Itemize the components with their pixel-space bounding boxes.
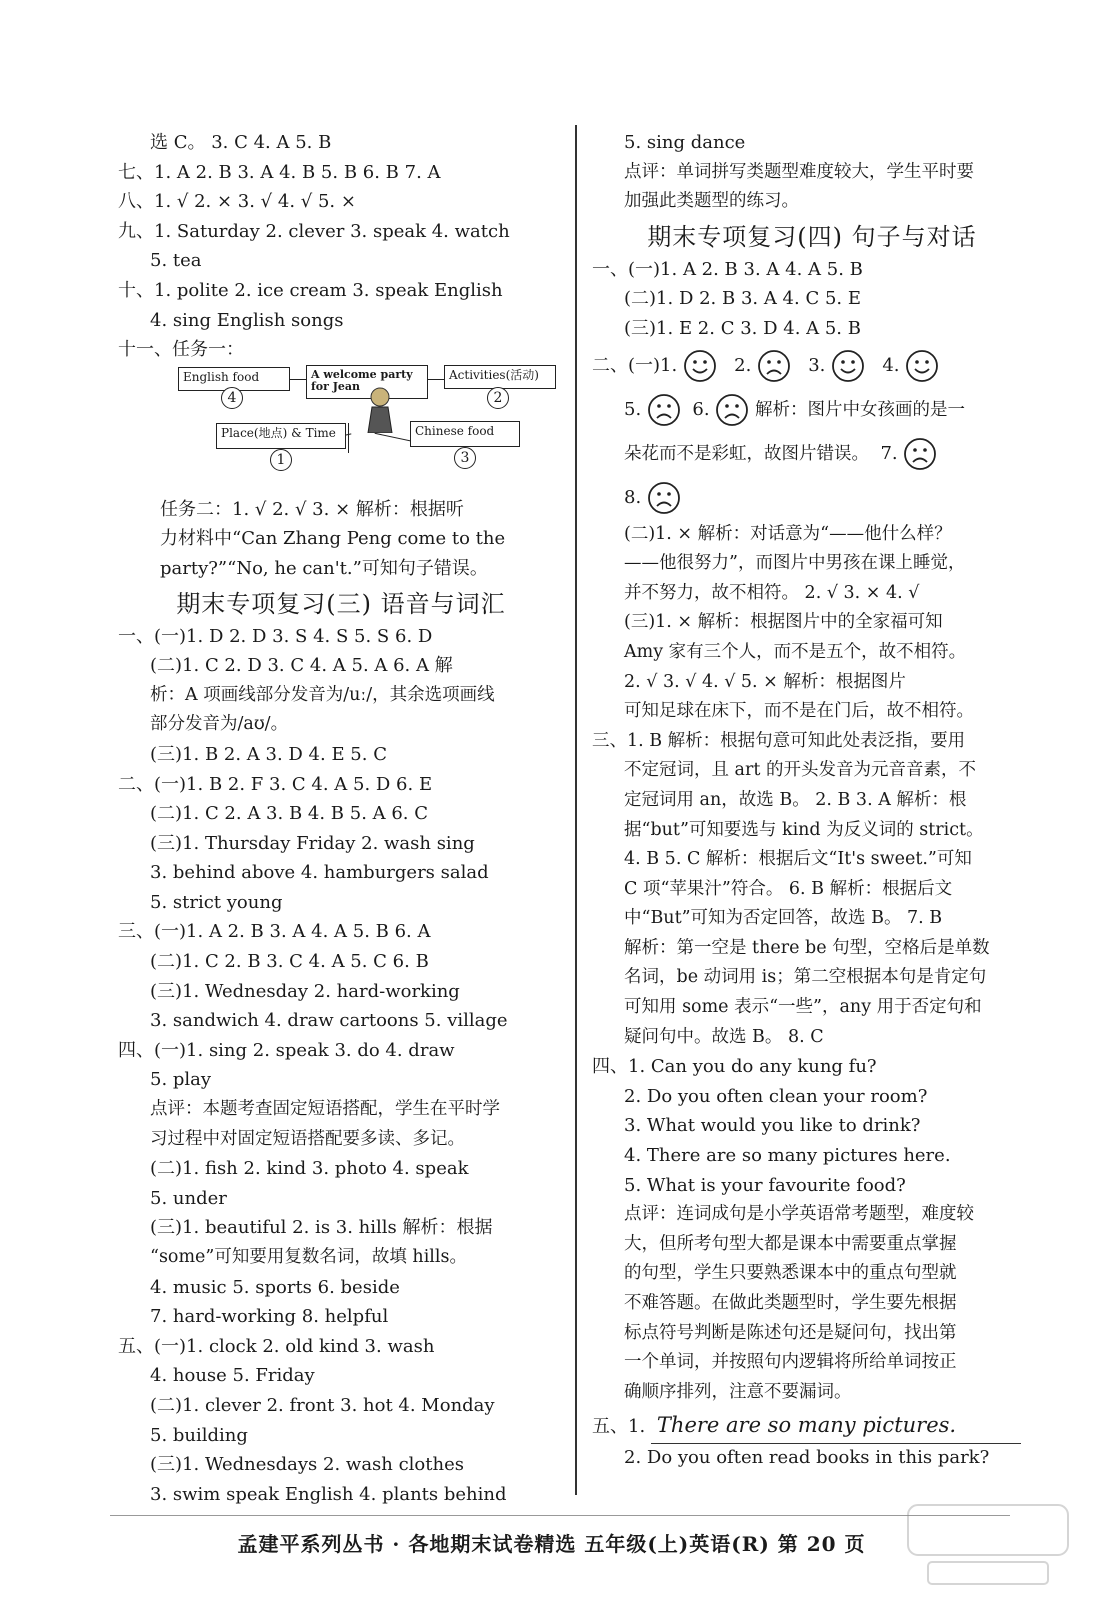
answer-line: (三)1. Wednesdays 2. wash clothes [150,1454,464,1476]
comment-line: 点评：本题考查固定短语搭配，学生在平时学 [150,1099,500,1120]
comment-line: 确顺序排列，注意不要漏词。 [624,1381,852,1402]
number-circle: 4 [221,387,243,409]
analysis-line: 定冠词用 an，故选 B。 2. B 3. A 解析：根 [624,789,967,810]
analysis-line: 据“but”可知要选与 kind 为反义词的 strict。 [624,819,984,840]
answer-line: 一、(一)1. A 2. B 3. A 4. A 5. B [592,258,863,280]
answer-line: 7. hard-working 8. helpful [150,1306,389,1328]
chinese-food-box: Chinese food [410,421,520,447]
analysis-line: “some”可知要用复数名词，故填 hills。 [150,1247,467,1267]
answer-line: 4. There are so many pictures here. [624,1145,951,1167]
footer-rule [110,1515,1010,1516]
answer-line: (二)1. C 2. A 3. B 4. B 5. A 6. C [150,803,429,825]
watermark-logo-icon [903,1500,1073,1590]
item-number: 2. [734,354,752,376]
item-number: 二、(一)1. [592,354,678,376]
analysis-line: Amy 家有三个人，而不是五个，故不相符。 [624,641,967,662]
analysis-line: 部分发音为/aʊ/。 [150,714,289,735]
comment-line: 习过程中对固定短语搭配要多读、多记。 [150,1128,465,1149]
welcome-party-box: A welcome party for Jean [306,365,428,399]
answer-line: 八、1. √ 2. × 3. √ 4. √ 5. × [118,191,356,213]
answer-line: 4. music 5. sports 6. beside [150,1276,400,1298]
column-divider [575,125,577,1495]
analysis-line: 中“But”可知为否定回答，故选 B。 7. B [624,908,943,929]
item-number: 4. [882,354,900,376]
smiling-face-icon [683,349,717,383]
answer-line: 3. behind above 4. hamburgers salad [150,862,489,884]
analysis-line: 并不努力，故不相符。 2. √ 3. × 4. √ [624,582,920,603]
left-column [118,128,564,1509]
answer-line: 4. sing English songs [150,309,344,331]
task-diagram [178,365,564,495]
analysis-line: 不定冠词，且 art 的开头发音为元音音素，不 [624,760,976,781]
answer-line: (三)1. Wednesday 2. hard-working [150,980,460,1002]
answer-line: 2. Do you often read books in this park? [624,1447,990,1469]
answer-line: 五、(一)1. clock 2. old kind 3. wash [118,1335,435,1357]
analysis-line: 名词，be 动词用 is；第二空根据本句是肯定句 [624,967,987,988]
analysis-line: 2. √ 3. √ 4. √ 5. × 解析：根据图片 [624,671,906,692]
analysis-line: (二)1. × 解析：对话意为“——他什么样？ [624,523,952,544]
number-circle: 1 [270,449,292,471]
analysis-line: ——他很努力”，而图片中男孩在课上睡觉， [624,553,966,574]
page-footer: 孟建平系列丛书 · 各地期末试卷精选 五年级(上)英语(R) 第 20 页 [237,1532,866,1556]
right-column [592,128,1032,1473]
answer-line: 四、1. Can you do any kung fu? [592,1056,877,1078]
answer-line: (二)1. C 2. B 3. C 4. A 5. C 6. B [150,951,429,973]
comment-line: 一个单词，并按照句内逻辑将所给单词按正 [624,1352,957,1373]
analysis-line: 析：A 项画线部分发音为/uː/，其余选项画线 [150,684,495,705]
comment-line: 点评：单词拼写类题型难度较大，学生平时要 [624,161,974,182]
item-number: 6. [692,398,710,420]
answer-line: (二)1. D 2. B 3. A 4. C 5. E [624,288,861,310]
item-number: 5. [624,398,642,420]
answer-line: 5. play [150,1069,212,1091]
answer-line: 七、1. A 2. B 3. A 4. B 5. B 6. B 7. A [118,161,441,183]
section-title: 期末专项复习(三) 语音与词汇 [176,589,506,618]
comment-line: 标点符号判断是陈述句还是疑问句，找出第 [624,1322,957,1343]
answer-line: 5. What is your favourite food? [624,1174,906,1196]
answer-line: 3. What would you like to drink? [624,1115,921,1137]
answer-line: 2. Do you often clean your room? [624,1085,928,1107]
analysis-line: (三)1. × 解析：根据图片中的全家福可知 [624,612,943,633]
analysis-text: 解析：图片中女孩画的是一 [755,399,966,420]
answer-line: (三)1. B 2. A 3. D 4. E 5. C [150,743,387,765]
answer-line: 3. sandwich 4. draw cartoons 5. village [150,1010,508,1032]
analysis-line: 4. B 5. C 解析：根据后文“It's sweet.”可知 [624,849,972,870]
item-number: 3. [808,354,826,376]
answer-line: 十一、任务一： [118,339,244,361]
comment-line: 点评：连词成句是小学英语常考题型，难度较 [624,1204,974,1225]
analysis-line: 可知足球在床下，而不是在门后，故不相符。 [624,701,974,722]
sad-face-icon [757,349,791,383]
number-circle: 3 [454,447,476,469]
answer-line: 九、1. Saturday 2. clever 3. speak 4. watch [118,220,510,242]
face-answer-row [592,476,1032,520]
analysis-line: C 项“苹果汁”符合。 6. B 解析：根据后文 [624,878,953,899]
item-number: 五、1. [592,1416,646,1438]
answer-line: 5. under [150,1187,227,1209]
sad-face-icon [715,393,749,427]
comment-line: 不难答题。在做此类题型时，学生要先根据 [624,1293,957,1313]
smiling-face-icon [831,349,865,383]
section-title: 期末专项复习(四) 句子与对话 [647,222,977,251]
answer-line: 一、(一)1. D 2. D 3. S 4. S 5. S 6. D [118,625,433,647]
answer-line: 三、(一)1. A 2. B 3. A 4. A 5. B 6. A [118,921,431,943]
answer-line: 4. house 5. Friday [150,1365,315,1387]
smiling-face-icon [905,349,939,383]
answer-line: 5. strict young [150,891,283,913]
sad-face-icon [903,437,937,471]
number-circle: 2 [487,387,509,409]
face-answer-row [592,432,1032,476]
answer-line: 5. tea [150,250,202,272]
place-time-box: Place(地点) & Time [216,423,346,449]
comment-line: 的句型，学生只要熟悉课本中的重点句型就 [624,1263,957,1284]
answer-line: (三)1. beautiful 2. is 3. hills 解析：根据 [150,1217,493,1239]
answer-line: 四、(一)1. sing 2. speak 3. do 4. draw [118,1039,455,1061]
sad-face-icon [647,393,681,427]
answer-line: 选 C。 3. C 4. A 5. B [150,132,332,153]
handwritten-answer-row [592,1407,1032,1443]
answer-line: 5. sing dance [624,132,746,153]
item-number: 7. [880,442,898,464]
item-number: 8. [624,486,642,508]
handwritten-answer: There are so many pictures. [651,1407,1021,1444]
face-answer-row [592,344,1032,388]
answer-line: 力材料中“Can Zhang Peng come to the [160,528,506,550]
comment-line: 加强此类题型的练习。 [624,191,799,212]
face-answer-row [592,388,1032,432]
answer-line: (三)1. Thursday Friday 2. wash sing [150,832,475,854]
answer-line: 十、1. polite 2. ice cream 3. speak English [118,279,503,301]
comment-line: 大，但所考句型大都是课本中需要重点掌握 [624,1233,957,1254]
activities-box: Activities(活动) [444,365,556,389]
girl-illustration-icon [363,385,397,433]
sad-face-icon [647,481,681,515]
answer-line: (二)1. fish 2. kind 3. photo 4. speak [150,1158,469,1180]
answer-line: (二)1. clever 2. front 3. hot 4. Monday [150,1394,495,1416]
english-food-box: English food [178,367,290,391]
analysis-text: 朵花而不是彩虹，故图片错误。 [624,443,869,464]
answer-line: (三)1. E 2. C 3. D 4. A 5. B [624,317,861,339]
analysis-line: 疑问句中。故选 B。 8. C [624,1026,824,1047]
answer-line: 任务二：1. √ 2. √ 3. × 解析：根据听 [160,498,464,520]
analysis-line: 可知用 some 表示“一些”，any 用于否定句和 [624,997,982,1018]
analysis-line: 三、1. B 解析：根据句意可知此处表泛指，要用 [592,730,966,751]
answer-line: (二)1. C 2. D 3. C 4. A 5. A 6. A 解 [150,655,453,677]
answer-line: 二、(一)1. B 2. F 3. C 4. A 5. D 6. E [118,773,433,795]
answer-line: 5. building [150,1424,248,1446]
answer-line: party?”“No, he can't.”可知句子错误。 [160,557,488,579]
answer-line: 3. swim speak English 4. plants behind [150,1483,507,1505]
analysis-line: 解析：第一空是 there be 句型，空格后是单数 [624,937,990,958]
